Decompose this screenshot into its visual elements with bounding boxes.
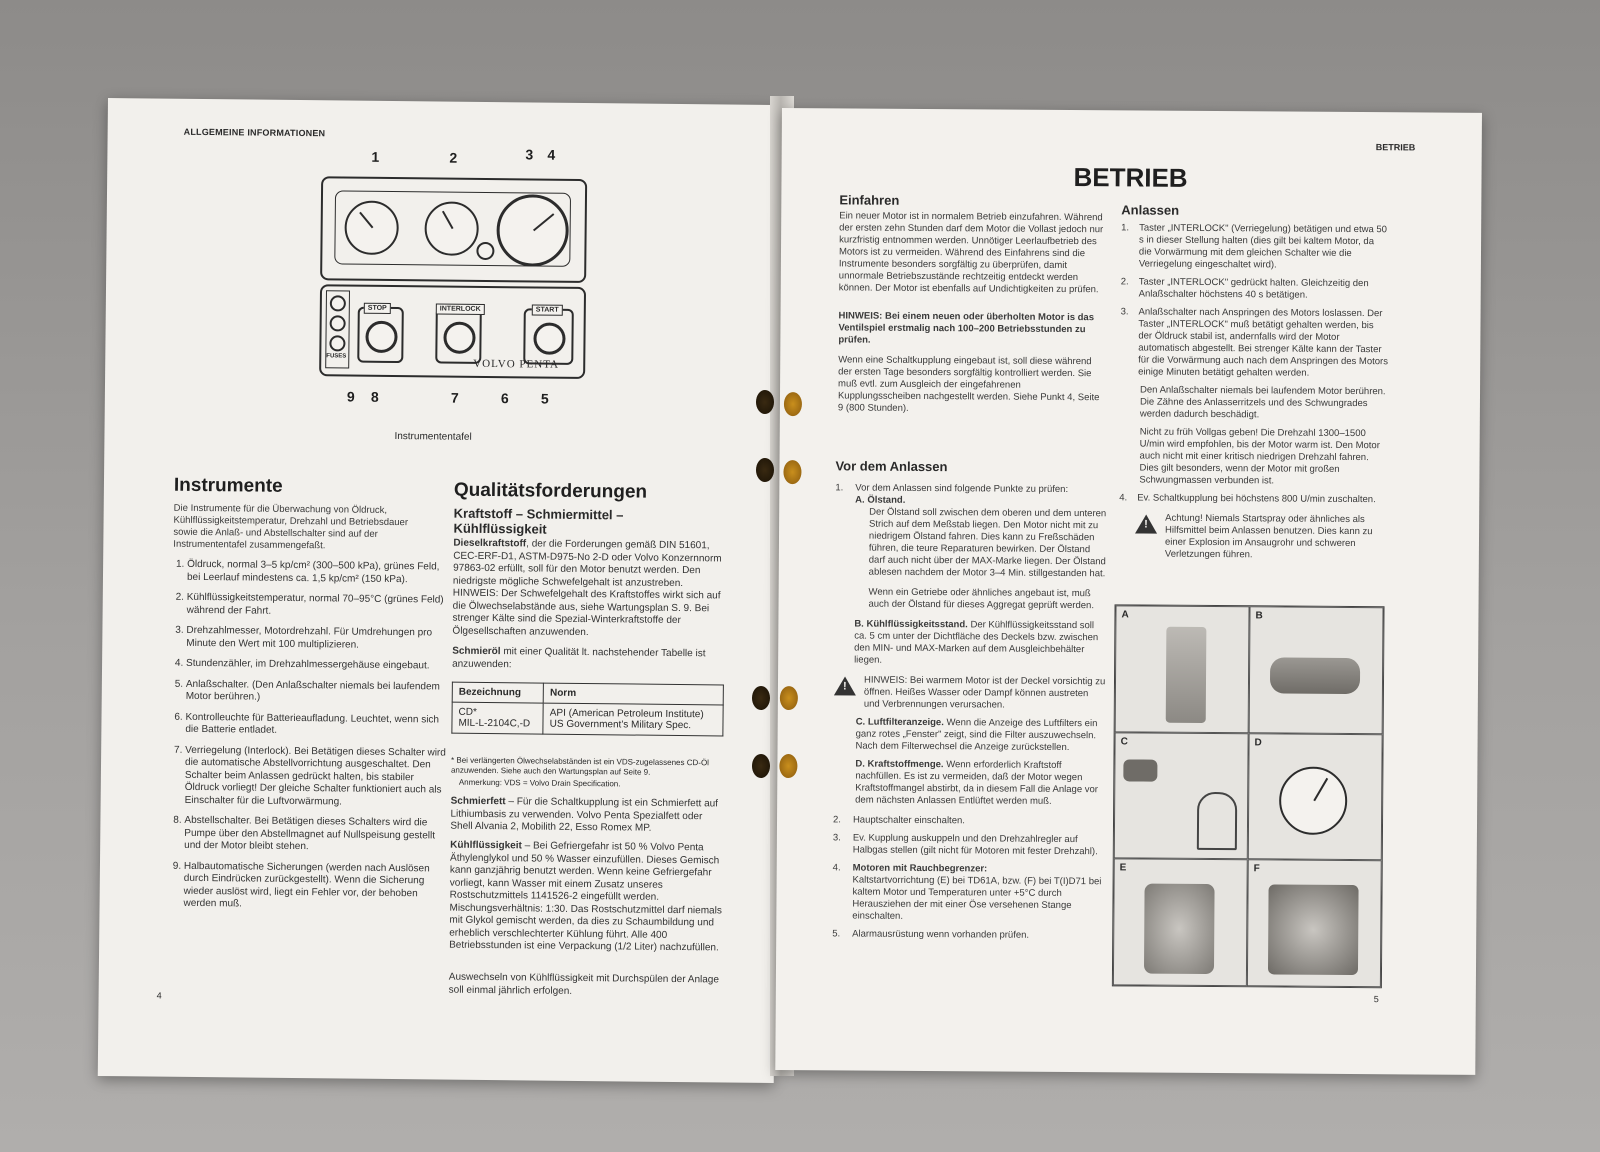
oil-text: mit einer Qualität lt. nachstehender Tabelle ist anzuwenden:	[452, 646, 706, 670]
binding-hole	[756, 458, 774, 482]
start-label: START	[532, 304, 563, 315]
warning-icon	[1135, 514, 1157, 533]
list-item: 2. Kühlflüssigkeitstemperatur, normal 70–95°C (grünes Feld) während der Fahrt.	[187, 592, 451, 620]
callout-7: 7	[450, 389, 459, 406]
right-page-number: 5	[1373, 994, 1379, 1005]
qualitaet-title: Qualitätsforderungen	[453, 479, 648, 503]
callout-8: 8	[370, 388, 379, 405]
left-running-header: ALLGEMEINE INFORMATIONEN	[183, 126, 326, 139]
fett-paragraph	[450, 796, 726, 836]
oelstand-text: Der Ölstand soll zwischen dem oberen und dem unteren Strich auf dem Meßstab liegen. Den Motor nicht mit zu niedrigem Ölstand fahren. Dies kann zu Freßschäden führen, die teure Reparaturen bewirken. Der Ölstand darf auch nicht über der MAX-Marke liegen. Der Ölstand ablesen nachdem der Motor 3–4 Min. stillgestanden hat.	[868, 506, 1107, 580]
oil-pressure-gauge-icon	[344, 200, 399, 255]
instrumente-intro: Die Instrumente für die Überwachung von Öldruck, Kühlflüssigkeitstemperatur, Drehzahl und Betriebsdauer sowie die Anlaß- und Abstellschalter sind auf der Instrumententafel zusammengefaßt.	[173, 502, 409, 552]
dipstick-illustration	[1166, 627, 1207, 723]
right-running-header: BETRIEB	[1375, 142, 1416, 153]
einfahren-title: Einfahren	[839, 192, 900, 208]
list-item: 7. Verriegelung (Interlock). Bei Betätigen dieses Schalter wird die automatische Abstellvorrichtung ausgeschaltet. Den Schalter beim Anlassen gedrückt halten, bis stabiler Öldruck vorliegt! Der gleiche Schalter funktioniert auch als Einschalter für die Luftvorwärmung.	[185, 744, 450, 809]
photo-a: A	[1115, 605, 1250, 733]
interlock-label: INTERLOCK	[436, 303, 485, 315]
oil-spec-table	[451, 682, 724, 737]
table-footnote: * Bei verlängerten Ölwechselabständen ist ein VDS-zugelassenes CD-Öl anzuwenden. Siehe auch den Wartungsplan auf Seite 9.	[450, 755, 710, 777]
cold-start-device-illustration	[1268, 885, 1359, 976]
vor-anlassen-block: 1. Vor dem Anlassen sind folgende Punkte zu prüfen: A. Ölstand. Der Ölstand soll zwischen dem oberen und dem unteren Strich auf dem Meßstab liegen. Den Motor nicht mit zu niedrigem Ölstand fahren. Dies kann zu Freßschäden führen, die teure Reparaturen bewirken. Der Ölstand darf auch nicht über der MAX-Marke liegen. Der Ölstand ablesen nachdem der Motor 3–4 Min. stillgestanden hat. Wenn ein Getriebe oder ähnliches angebaut ist, muß auch der Ölstand für dieses Aggregat geprüft werden. B. Kühlflüssigkeitsstand. Der Kühlflüssigkeitsstand soll ca. 5 cm unter der Dichtfläche des Deckels bzw. zwischen den MIN- und MAX-Marken auf dem Ausgleichbehälter liegen. ! HINWEIS: Bei warmem Motor ist der Deckel vorsichtig zu öffnen. Heißes Wasser oder Dampf können austreten und Verbrennungen verursachen. C. Luftfilteranzeige. Wenn die Anzeige des Luftfilters ein ganz rotes „Fenster" zeigt, sind die Filter auszuwechseln. Nach dem Filterwechsel die Anzeige zurückstellen. D. Kraftstoffmenge. Wenn erforderlich Kraftstoff nachfüllen. Es ist zu vermeiden, daß der Motor wegen Kraftstoffmangel abstirbt, da in diesem Fall die Anlage vor dem nächsten Anlassen Entlüftet werden muß. 2. Hauptschalter einschalten. 3. Ev. Kupplung auskuppeln und den Drehzahlregler auf Halbgas stellen (gilt nicht für Motoren mit fester Drehzahl). 4. Motoren mit Rauchbegrenzer: Kaltstartvorrichtung (E) bei TD61A, bzw. (F) bei T(I)D71 bei kaltem Motor und Temperaturen unter +5°C durch Herausziehen der mit einer Öse versehenen Stange einschalten. 5. Alarmausrüstung wenn vorhanden prüfen.	[832, 482, 1107, 942]
diagram-caption: Instrumententafel	[394, 431, 472, 443]
start-button-icon	[533, 322, 565, 354]
diesel-label: Dieselkraftstoff	[453, 537, 527, 550]
callout-3: 3	[525, 146, 534, 163]
diesel-paragraph	[452, 538, 729, 641]
luftfilter-text: Wenn die Anzeige des Luftfilters ein ganz rotes „Fenster" zeigt, sind die Filter auszuwechseln. Nach dem Filterwechsel die Anzeige zurückstellen.	[855, 717, 1098, 754]
anlassen-achtung: Achtung! Niemals Startspray oder ähnliches als Hilfsmittel beim Anlassen benutzen. Dies kann zu einer Explosion im Ansaugrohr und schweren Verletzungen führen.	[1164, 512, 1373, 561]
qualitaet-subtitle: Kraftstoff – Schmiermittel – Kühlflüssigkeit	[453, 505, 624, 537]
list-item: Anlaßschalter nach Anspringen des Motors loslassen. Der Taster „INTERLOCK" muß betätigt gehalten werden, bis der Öldruck stabil ist, andernfalls wird der Motor automatisch abgestellt. Bei strenger Kälte kann der Taster für die Vorwärmung auch nach dem Anspringen des Motors einige Minuten betätigt gehalten werden.	[1138, 306, 1389, 379]
table-cell: CD* MIL-L-2104C,-D	[452, 702, 544, 734]
air-filter-indicator-illustration	[1123, 759, 1157, 781]
binding-hole	[756, 390, 774, 414]
list-item: Ev. Schaltkupplung bei höchstens 800 U/min zuschalten.	[1137, 492, 1376, 506]
binding-hole	[780, 686, 798, 710]
binding-hole	[752, 754, 770, 778]
fuse-icon	[330, 315, 346, 331]
vor-anlassen-title: Vor dem Anlassen	[835, 458, 948, 475]
anmerkung: Anmerkung: VDS = Volvo Drain Specification.	[458, 777, 621, 789]
list-item: Ev. Kupplung auskuppeln und den Drehzahlregler auf Halbgas stellen (gilt nicht für Motoren mit fester Drehzahl).	[852, 832, 1098, 858]
binding-hole	[779, 754, 797, 778]
instrumente-list	[161, 559, 451, 921]
list-item: 5. Anlaßschalter. (Den Anlaßschalter niemals bei laufendem Motor berühren.)	[186, 678, 450, 706]
callout-4: 4	[547, 146, 556, 163]
einfahren-hinweis: HINWEIS: Bei einem neuen oder überholten Motor is das Ventilspiel erstmalig nach 100–200 Betriebsstunden zu prüfen.	[838, 310, 1095, 346]
list-item: 6. Kontrolleuchte für Batterieaufladung. Leuchtet, wenn sich die Batterie entladet.	[185, 711, 449, 739]
left-page	[98, 98, 784, 1083]
kraftstoff-text: Wenn erforderlich Kraftstoff nachfüllen. Es ist zu vermeiden, daß der Motor wegen Kraftstoffmangel abstirbt, da in diesem Fall die Anlage vor dem nächsten Anlassen Entlüftet werden muß.	[855, 759, 1099, 807]
stop-label: STOP	[364, 303, 391, 314]
rauchbegrenzer-text: Kaltstartvorrichtung (E) bei TD61A, bzw. (F) bei T(I)D71 bei kaltem Motor und Temperaturen unter +5°C durch Herausziehen der mit einer Öse versehenen Stange einschalten.	[852, 874, 1102, 922]
fett-label: Schmierfett	[450, 795, 506, 808]
fuse-block	[325, 290, 350, 368]
list-item: 3. Drehzahlmesser, Motordrehzahl. Für Umdrehungen pro Minute den Wert mit 100 multiplizieren.	[186, 625, 450, 653]
list-item: Alarmausrüstung wenn vorhanden prüfen.	[852, 928, 1030, 941]
oil-paragraph	[452, 646, 728, 674]
stop-button-box	[357, 304, 404, 363]
kuehl-text: – Bei Gefriergefahr ist 50 % Volvo Penta Äthylenglykol und 50 % Wasser einzufüllen. Dieses Gemisch kann ganzjährig benutzt werden. Wenn keine Gefriergefahr vorliegt, kann Wasser mit einem Zusatz unseres Rostschutzmittels 1141526-2 eingefüllt werden. Mischungsverhältnis: 1:30. Das Rostschutzmittel darf niemals mit Glykol gemischt werden, da dies zu Schaumbildung und erheblich verschlechterter Kühlung führt. Alle 400 Betriebsstunden ist eine Verpackung (1/2 Liter) nachzufüllen.	[449, 840, 722, 954]
table-row	[452, 702, 723, 736]
einfahren-kupplung: Wenn eine Schaltkupplung eingebaut ist, soll diese während der ersten Tage besonders sorgfältig kontrolliert werden. Sie muß evtl. zum Ausgleich der eingefahrenen Kupplungsscheiben nachgestellt werden. Siehe Punkt 4, Seite 9 (800 Stunden).	[837, 354, 1100, 414]
callout-9: 9	[346, 388, 355, 405]
filter-cap-illustration	[1197, 792, 1237, 850]
luftfilter-label: C. Luftfilteranzeige.	[855, 716, 944, 729]
fuse-icon	[329, 335, 345, 351]
wechsel-paragraph: Auswechseln von Kühlflüssigkeit mit Durchspülen der Anlage soll einmal jährlich erfolgen.	[448, 971, 720, 997]
photo-b: B	[1249, 606, 1384, 734]
anlassen-block: 1. Taster „INTERLOCK" (Verriegelung) betätigen und etwa 50 s in dieser Stellung halten (dies gilt bei kaltem Motor, da die Vorwärmung mit dem gleichen Schalter wie die Verriegelung eingeschaltet wird). 2. Taster „INTERLOCK" gedrückt halten. Gleichzeitig den Anlaßschalter höchstens 40 s betätigen. 3. Anlaßschalter nach Anspringen des Motors loslassen. Der Taster „INTERLOCK" muß betätigt gehalten werden, bis der Öldruck stabil ist, andernfalls wird der Motor automatisch abgestellt. Bei strenger Kälte kann der Taster für die Vorwärmung auch nach dem Anspringen des Motors einige Minuten betätigt gehalten werden. Den Anlaßschalter niemals bei laufendem Motor berühren. Die Zähne des Anlasserritzels und des Schwungrades werden dadurch beschädigt. Nicht zu früh Vollgas geben! Die Drehzahl 1300–1500 U/min wird empfohlen, bis der Motor warm ist. Den Motor auch nicht mit einer kritisch niedrigen Drehzahl fahren. Dies gilt besonders, wenn der Motor mit großen Schwungmassen verbunden ist. 4. Ev. Schaltkupplung bei höchstens 800 U/min zuschalten. ! Achtung! Niemals Startspray oder ähnliches als Hilfsmittel beim Anlassen benutzen. Dies kann zu einer Explosion im Ansaugrohr und schweren Verletzungen führen.	[1119, 222, 1389, 562]
list-item: 1. Öldruck, normal 3–5 kp/cm² (300–500 kPa), grünes Feld, bei Leerlauf mindestens ca. 1,5 kp/cm² (150 kPa).	[187, 559, 451, 587]
list-item: 8. Abstellschalter. Bei Betätigen dieses Schalters wird die Pumpe über den Abstellmagnet auf Nullspeisung gestellt und der Motor bleibt stehen.	[184, 815, 448, 855]
kuehl-label: Kühlflüssigkeit	[450, 839, 522, 852]
callout-5: 5	[540, 390, 549, 407]
fuses-label: FUSES	[326, 353, 347, 360]
left-page-number: 4	[156, 990, 162, 1001]
tachometer-gauge-icon	[496, 194, 569, 267]
list-item: Taster „INTERLOCK" gedrückt halten. Gleichzeitig den Anlaßschalter höchstens 40 s betätigen.	[1138, 276, 1369, 301]
cold-start-device-illustration	[1144, 884, 1215, 974]
binding-hole	[752, 686, 770, 710]
instrumente-title: Instrumente	[173, 474, 283, 497]
vor-anlassen-intro: Vor dem Anlassen sind folgende Punkte zu prüfen:	[855, 482, 1069, 496]
callout-1: 1	[371, 148, 380, 165]
rauchbegrenzer-label: Motoren mit Rauchbegrenzer:	[852, 862, 988, 875]
warning-icon	[834, 676, 856, 695]
anlassen-title: Anlassen	[1121, 202, 1180, 218]
interlock-button-icon	[443, 322, 475, 354]
anlassen-niemals: Den Anlaßschalter niemals bei laufendem Motor berühren. Die Zähne des Anlasserritzels und des Schwungrades werden dadurch beschädigt.	[1139, 384, 1386, 421]
start-button-box	[523, 308, 574, 365]
fuel-gauge-icon	[1279, 766, 1347, 834]
callout-6: 6	[500, 390, 509, 407]
kuehl-label: B. Kühlflüssigkeitsstand.	[854, 618, 968, 631]
list-item: Hauptschalter einschalten.	[852, 814, 965, 827]
diesel-text: , der die Forderungen gemäß DIN 51601, CEC-ERF-D1, ASTM-D975-No 2-D oder Volvo Konzernnorm 97863-02 erfüllt, soll für den Motor benutzt werden. Den niedrigste mögliche Schwefelgehalt ist anzustreben. HINWEIS: Der Schwefelgehalt des Kraftstoffes wirkt sich auf die Ölwechselabstände aus, siehe Wartungsplan S. 9. Bei strenger Kälte sind die Spezial-Winterkraftstoffe der Ölgesellschaften anzuwenden.	[452, 538, 722, 638]
oelstand-text2: Wenn ein Getriebe oder ähnliches angebaut ist, muß auch der Ölstand für dieses Aggregat geprüft werden.	[868, 586, 1095, 612]
table-cell: API (American Petroleum Institute) US Government's Military Spec.	[543, 703, 723, 736]
stop-button-icon	[365, 321, 397, 353]
binding-hole	[783, 460, 801, 484]
photo-grid	[1112, 604, 1385, 988]
interlock-button-box	[435, 307, 482, 363]
volvo-penta-brand: VOLVO PENTA	[473, 357, 560, 371]
kuehl-text: Der Kühlflüssigkeitsstand soll ca. 5 cm unter der Dichtfläche des Deckels bzw. zwischen den MIN- und MAX-Marken auf dem Ausgleichbehälter liegen.	[854, 619, 1099, 666]
binding-hole	[784, 392, 802, 416]
list-item: 9. Halbautomatische Sicherungen (werden nach Auslösen durch Eindrücken zurückgestellt). Wenn die Sicherung wieder auslöst wird, liegt ein Fehler vor, der behoben werden muß.	[183, 860, 448, 913]
callout-2: 2	[449, 149, 458, 166]
page-title: BETRIEB	[1073, 162, 1188, 193]
radiator-illustration	[1270, 657, 1360, 694]
anlassen-vollgas: Nicht zu früh Vollgas geben! Die Drehzahl 1300–1500 U/min wird empfohlen, bis der Motor warm ist. Den Motor auch nicht mit einer kritisch niedrigen Drehzahl fahren. Dies gilt besonders, wenn der Motor mit großen Schwungmassen verbunden ist.	[1139, 426, 1380, 487]
photo-d: D	[1248, 733, 1383, 861]
instrument-panel-diagram	[295, 144, 598, 427]
oil-label: Schmieröl	[452, 645, 501, 658]
kuehl-hinweis: HINWEIS: Bei warmem Motor ist der Deckel vorsichtig zu öffnen. Heißes Wasser oder Dampf können austreten und Verbrennungen verursachen.	[863, 674, 1106, 711]
photo-c: C	[1114, 732, 1249, 860]
einfahren-text: Ein neuer Motor ist in normalem Betrieb einzufahren. Während der ersten zehn Stunden darf dem Motor die Vollast jedoch nur kurzfristig entnommen werden. Unnötiger Leerlaufbetrieb des Motors ist zu vermeiden. Während des Einfahrens sind die Instrumente besonders sorgfältig zu überprüfen, damit unnormale Betriebszustände rechtzeitig entdeckt werden können. Der Motor ist ebenfalls auf Undichtigkeiten zu prüfen.	[838, 210, 1104, 296]
photo-e: E	[1113, 859, 1248, 987]
kraftstoff-label: D. Kraftstoffmenge.	[855, 758, 944, 771]
table-header: Norm	[543, 683, 723, 705]
temperature-gauge-icon	[424, 201, 479, 256]
table-header: Bezeichnung	[452, 682, 543, 703]
right-page	[775, 108, 1482, 1075]
fett-text: – Für die Schaltkupplung ist ein Schmierfett auf Lithiumbasis zu verwenden. Volvo Penta Spezialfett oder Shell Alvania 2, Mobilith 22, Esso Romex MP.	[450, 796, 719, 834]
list-item: 4. Stundenzähler, im Drehzahlmessergehäuse eingebaut.	[186, 658, 450, 673]
table-header-row	[452, 682, 723, 705]
charge-lamp-icon	[476, 242, 494, 260]
kuehl-paragraph	[449, 840, 726, 955]
oelstand-label: A. Ölstand.	[855, 494, 906, 506]
photo-f: F	[1247, 860, 1382, 988]
list-item: Taster „INTERLOCK" (Verriegelung) betätigen und etwa 50 s in dieser Stellung halten (dies gilt bei kaltem Motor, da die Vorwärmung mit dem gleichen Schalter wie die Verriegelung eingeschaltet wird).	[1138, 222, 1388, 271]
fuse-icon	[330, 295, 346, 311]
